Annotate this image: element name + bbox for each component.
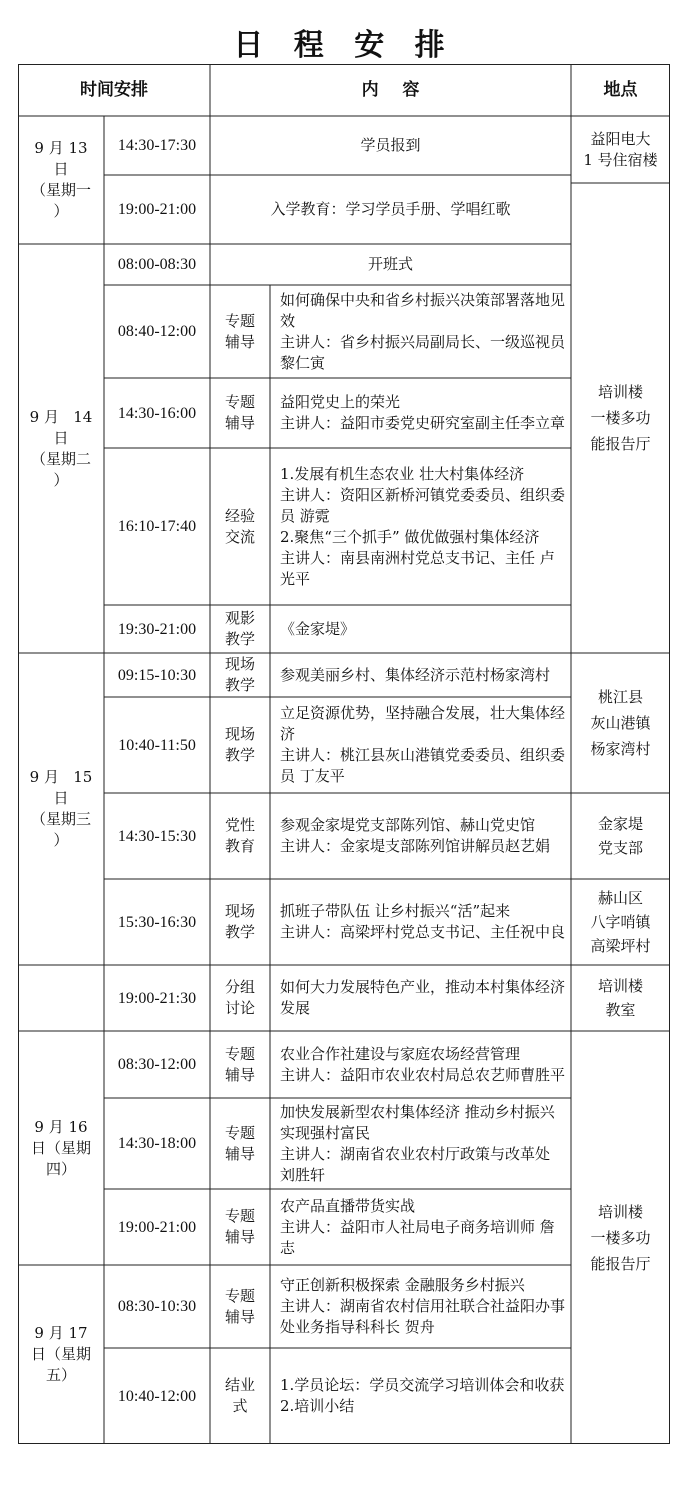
time-slot: 19:00-21:00 <box>117 201 197 218</box>
time-slot: 19:00-21:30 <box>117 989 197 1007</box>
session-content: 抓班子带队伍 让乡村振兴“活”起来 主讲人：高梁坪村党总支书记、主任祝中良 <box>280 902 566 941</box>
session-content: 农业合作社建设与家庭农场经营管理 主讲人：益阳市农业农村局总农艺师曹胜平 <box>280 1044 566 1084</box>
time-slot: 15:30-16:30 <box>117 913 197 931</box>
session-type: 结业 式 <box>224 1376 255 1415</box>
session-content: 《金家堤》 <box>280 619 356 638</box>
location: 赫山区 八字哨镇 高梁坪村 <box>590 889 651 955</box>
location: 培训楼 教室 <box>597 977 643 1019</box>
time-slot: 08:30-10:30 <box>117 1298 197 1315</box>
session-content: 参观金家堤党支部陈列馆、赫山党史馆 主讲人：金家堤支部陈列馆讲解员赵艺娟 <box>280 816 551 855</box>
session-content: 学员报到 <box>360 136 421 154</box>
location: 益阳电大 1 号住宿楼 <box>583 129 658 169</box>
header-time: 时间安排 <box>80 79 148 100</box>
time-slot: 14:30-17:30 <box>117 137 197 154</box>
time-slot: 19:30-21:00 <box>117 620 197 638</box>
day-sep-13: 9 月 13 日 （星期一 ） <box>30 139 91 220</box>
location: 桃江县 灰山港镇 杨家湾村 <box>590 688 651 758</box>
day-sep-17: 9 月 17 日（星期 五） <box>30 1324 91 1384</box>
schedule-table <box>18 64 670 1444</box>
time-slot: 14:30-15:30 <box>117 827 197 845</box>
session-content: 1.发展有机生态农业 壮大村集体经济 主讲人：资阳区新桥河镇党委委员、组织委员 游霓 2.聚焦“三个抓手” 做优做强村集体经济 主讲人：南县南洲村党总支书记、主任 卢光平 <box>280 464 566 588</box>
header-place: 地点 <box>603 79 638 100</box>
time-slot: 09:15-10:30 <box>117 666 197 684</box>
session-type: 专题 辅导 <box>224 393 255 432</box>
session-type: 专题 辅导 <box>224 1123 255 1163</box>
header-content: 内 容 <box>361 79 420 100</box>
day-sep-15: 9 月 15 日 （星期三 ） <box>29 768 93 849</box>
time-slot: 10:40-12:00 <box>117 1387 197 1405</box>
session-content: 1.学员论坛：学员交流学习培训体会和收获 2.培训小结 <box>280 1376 565 1415</box>
time-slot: 14:30-18:00 <box>117 1135 197 1152</box>
session-content: 开班式 <box>367 255 413 273</box>
session-content: 如何确保中央和省乡村振兴决策部署落地见效 主讲人：省乡村振兴局副局长、一级巡视员黎仁寅 <box>280 290 566 372</box>
session-type: 经验 交流 <box>224 506 255 546</box>
location: 金家堤 党支部 <box>597 815 643 857</box>
session-type: 观影 教学 <box>224 609 255 648</box>
session-type: 党性 教育 <box>224 816 255 855</box>
session-content: 参观美丽乡村、集体经济示范村杨家湾村 <box>280 665 551 684</box>
session-type: 现场 教学 <box>224 655 255 694</box>
time-slot: 08:00-08:30 <box>117 256 197 273</box>
time-slot: 10:40-11:50 <box>118 736 196 754</box>
session-type: 专题 辅导 <box>224 1286 255 1326</box>
session-content: 守正创新积极探索 金融服务乡村振兴 主讲人：湖南省农村信用社联合社益阳办事处业务指导科科长 贺舟 <box>280 1276 566 1336</box>
session-content: 如何大力发展特色产业，推动本村集体经济发展 <box>280 978 566 1017</box>
time-slot: 14:30-16:00 <box>117 404 197 422</box>
location: 培训楼 一楼多功 能报告厅 <box>590 1202 651 1273</box>
session-type: 分组 讨论 <box>224 978 255 1017</box>
session-type: 专题 辅导 <box>224 311 255 351</box>
session-type: 现场 教学 <box>224 725 255 764</box>
session-content: 立足资源优势，坚持融合发展，壮大集体经济 主讲人：桃江县灰山港镇党委委员、组织委员 丁友平 <box>280 704 566 785</box>
page-title: 日 程 安 排 <box>233 28 455 63</box>
location: 培训楼 一楼多功 能报告厅 <box>590 383 651 453</box>
session-type: 专题 辅导 <box>224 1207 255 1246</box>
session-content: 益阳党史上的荣光 主讲人：益阳市委党史研究室副主任李立章 <box>280 393 566 432</box>
session-content: 农产品直播带货实战 主讲人：益阳市人社局电子商务培训师 詹志 <box>280 1196 555 1257</box>
session-content: 入学教育：学习学员手册、学唱红歌 <box>270 200 511 218</box>
time-slot: 16:10-17:40 <box>117 518 197 535</box>
day-sep-16: 9 月 16 日（星期 四） <box>30 1117 91 1178</box>
session-type: 专题 辅导 <box>224 1044 255 1084</box>
day-sep-14: 9 月 14 日 （星期二 ） <box>29 407 93 489</box>
session-content: 加快发展新型农村集体经济 推动乡村振兴实现强村富民 主讲人：湖南省农业农村厅政策与改革处 刘胜轩 <box>280 1102 555 1184</box>
time-slot: 08:30-12:00 <box>117 1056 197 1073</box>
session-type: 现场 教学 <box>224 902 255 941</box>
time-slot: 19:00-21:00 <box>117 1218 197 1236</box>
time-slot: 08:40-12:00 <box>117 323 197 340</box>
